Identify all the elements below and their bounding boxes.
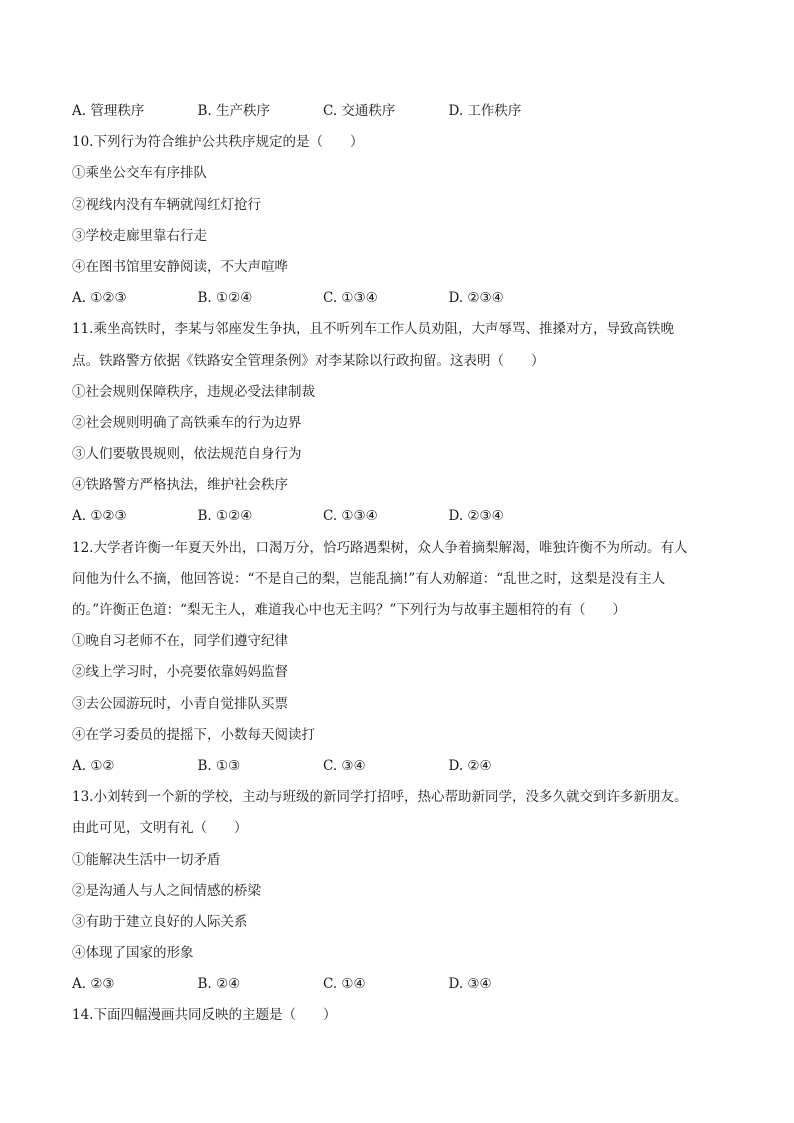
q12-item-4: ④在学习委员的提摇下，小数每天阅读打: [72, 726, 315, 743]
q12-option-a: A. ①②: [72, 757, 115, 774]
q11-option-a: A. ①②③: [72, 508, 127, 525]
q11-item-4: ④铁路警方严格执法，维护社会秩序: [72, 477, 288, 494]
q12-option-d: D. ②④: [448, 757, 492, 774]
q11-option-d: D. ②③④: [448, 508, 504, 525]
q13-option-b: B. ②④: [197, 976, 241, 993]
q14-stem: 14.下面四幅漫画共同反映的主题是（ ）: [72, 1007, 337, 1024]
q12-option-b: B. ①③: [197, 757, 241, 774]
q9-options: [72, 96, 722, 127]
q10-item-4: ④在图书馆里安静阅读，不大声喧哗: [72, 258, 288, 275]
q13-item-4: ④体现了国家的形象: [72, 945, 194, 962]
q13-option-d: D. ③④: [448, 976, 492, 993]
q13-options: [72, 969, 722, 1000]
q10-item-2: ②视线内没有车辆就闯红灯抢行: [72, 196, 261, 213]
q11-stem-line-1: 11.乘坐高铁时，李某与邻座发生争执，且不听列车工作人员劝阻，大声辱骂、推搡对方，导致高铁晚: [72, 321, 674, 338]
q13-item-2: ②是沟通人与人之间情感的桥梁: [72, 882, 261, 899]
q10-option-a: A. ①②③: [72, 290, 127, 307]
q11-item-1: ①社会规则保障秩序，违规必受法律制裁: [72, 383, 315, 400]
q11-option-b: B. ①②④: [197, 508, 253, 525]
q13-item-1: ①能解决生活中一切矛盾: [72, 851, 221, 868]
q10-option-d: D. ②③④: [448, 290, 504, 307]
q9-option-d: D. 工作秩序: [448, 103, 522, 119]
q12-stem-line-3: 的。”许衡正色道：“梨无主人，难道我心中也无主吗？”下列行为与故事主题相符的有（ ）: [72, 602, 626, 618]
q10-stem: 10.下列行为符合维护公共秩序规定的是（ ）: [72, 134, 364, 151]
q10-item-3: ③学校走廊里靠右行走: [72, 227, 207, 244]
q11-stem-line-2: 点。铁路警方依据《铁路安全管理条例》对李某除以行政拘留。这表明（ ）: [72, 352, 545, 369]
q10-item-1: ①乘坐公交车有序排队: [72, 165, 207, 182]
q11-item-3: ③人们要敬畏规则，依法规范自身行为: [72, 446, 302, 463]
q9-option-b: B. 生产秩序: [197, 103, 271, 119]
q12-stem-line-1: 12.大学者许衡一年夏天外出，口渴万分，恰巧路遇梨树，众人争着摘梨解渴，唯独许衡不为所动。有人: [72, 539, 688, 556]
q12-item-1: ①晚自习老师不在，同学们遵守纪律: [72, 633, 288, 650]
q13-stem-line-1: 13.小刘转到一个新的学校，主动与班级的新同学打招呼，热心帮助新同学，没多久就交到许多新朋友。: [72, 789, 688, 806]
q11-option-c: C. ①③④: [323, 508, 378, 525]
q10-option-b: B. ①②④: [197, 290, 253, 307]
q9-option-c: C. 交通秩序: [323, 103, 396, 119]
exam-page: [72, 96, 722, 1032]
q11-options: [72, 501, 722, 532]
q12-option-c: C. ③④: [323, 757, 366, 774]
q9-option-a: A. 管理秩序: [72, 103, 145, 119]
q10-option-c: C. ①③④: [323, 290, 378, 307]
q13-item-3: ③有助于建立良好的人际关系: [72, 913, 248, 930]
q13-stem-line-2: 由此可见，文明有礼（ ）: [72, 820, 248, 837]
q10-options: [72, 283, 722, 314]
q12-options: [72, 751, 722, 782]
q13-option-c: C. ①④: [323, 976, 366, 993]
q11-item-2: ②社会规则明确了高铁乘车的行为边界: [72, 414, 302, 431]
q12-item-3: ③去公园游玩时，小青自觉排队买票: [72, 695, 288, 712]
q13-option-a: A. ②③: [72, 976, 115, 993]
q12-item-2: ②线上学习时，小亮要依靠妈妈监督: [72, 664, 288, 681]
q12-stem-line-2: 问他为什么不摘，他回答说：“不是自己的梨，岂能乱摘!”有人劝解道：“乱世之时，这梨是没有主人: [72, 570, 666, 587]
